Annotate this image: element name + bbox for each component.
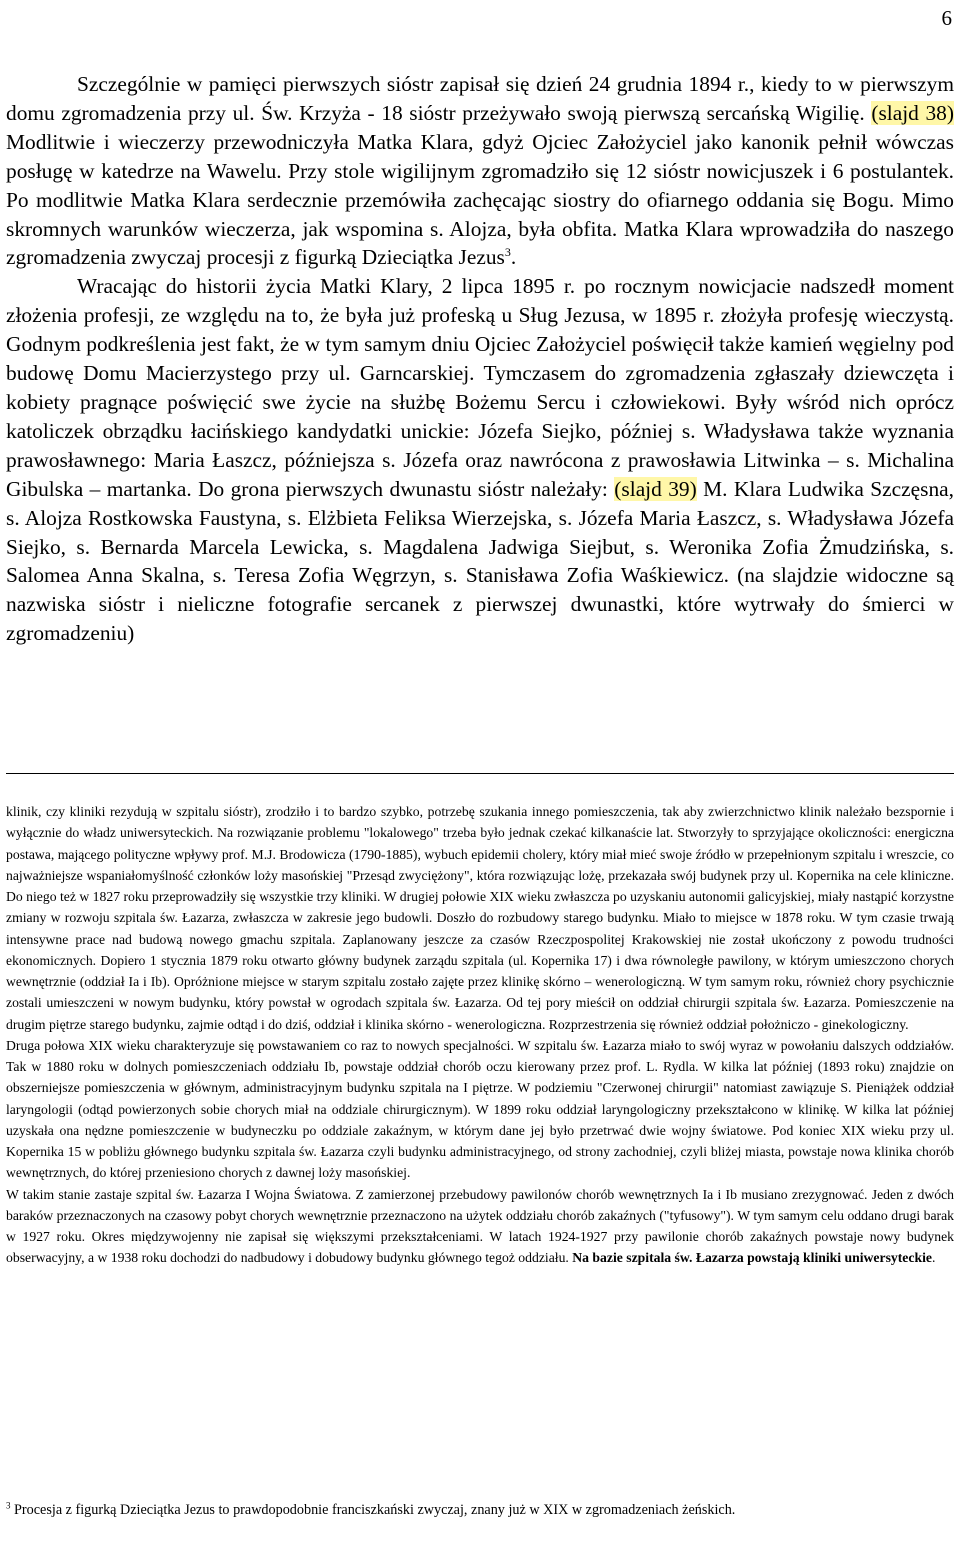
footnote-paragraph: klinik, czy kliniki rezydują w szpitalu sióstr), zrodziło i to bardzo szybko, potrzebę szukania innego pomieszczenia, tak aby zwierzchnictwo klinik należało bezspornie i wyłącznie do władz uniwersyteckich. Na rozwiązanie problemu "lokalowego" trzeba było jednak czekać kilkanaście lat. Stworzyły to sprzyjające okoliczności: energiczna postawa, mającego polityczne wpływy prof. M.J. Brodowicza (1790-1885), wybuch epidemii cholery, który miał mieć swoje źródło w przepełnionym szpitalu i wreszcie, co najważniejsze wspaniałomyślność członków loży masońskiej "Przesąd zwyciężony", która rozwiązując lożę, przekazała swój budynek przy ul. Kopernika na cele kliniczne. Do niego też w 1827 roku przeprowadziły się wszystkie trzy kliniki. W drugiej połowie XIX wieku zwłaszcza po uzyskaniu autonomii galicyjskiej, miały nastąpić korzystne zmiany w rozwoju szpitala św. Łazarza, zwłaszcza w zakresie jego budowli. Doszło do rozbudowy starego budynku. Miało to miejsce w 1878 roku. W tym czasie trwają intensywne prace nad budową nowego gmachu szpitala. Zaplanowany jeszcze za czasów Rzeczpospolitej Krakowskiej nie został ukończony z powodu trudności ekonomicznych. Dopiero 1 stycznia 1879 roku otwarto główny budynek zarządu szpitala (ul. Kopernika 17) i dwa równoległe pawilony, w którym umieszczono chorych wewnętrznie (oddział Ia i Ib). Opróżnione miejsce w starym szpitalu zostało zajęte przez klinikę skórno – wenerologiczną. W tym samym roku, również chory psychicznie zostali umieszczeni w nowym budynku, który powstał w ogrodach szpitala św. Łazarza. Od tej pory mieścił on oddział chirurgii szpitala św. Łazarza. Pomieszczenie na drugim piętrze starego budynku, zajmie odtąd i do dziś, oddział i klinika skórno - wenerologiczna. Rozprzestrzenia się również oddział położniczo - ginekologiczny.	[6, 804, 954, 1032]
footnote-separator	[6, 773, 954, 774]
footnote-text: .	[931, 1250, 936, 1266]
paragraph-text: Wracając do historii życia Matki Klary, 2 lipca 1895 r. po rocznym nowicjacie nadszedł moment złożenia profesji, ze względu na to, że była już profeską u Sług Jezusa, w 1895 r. złożyła profesję wieczystą. Godnym podkreślenia jest fakt, że w tym samym dniu Ojciec Założyciel poświęcił także kamień węgielny pod budowę Domu Macierzystego przy ul. Garncarskiej. Tymczasem do zgromadzenia zgłaszały dziewczęta i kobiety pragnące poświęcić swe życie na służbę Bożemu Sercu i człowiekowi. Były wśród nich oprócz katoliczek obrządku łacińskiego kandydatki unickie: Józefa Siejko, później s. Władysława także wyznania prawosławnego: Maria Łaszcz, późniejsza s. Józefa oraz nawrócona z prawosławia Litwinka – s. Michalina Gibulska – martanka. Do grona pierwszych dwunastu sióstr należały:	[6, 274, 954, 501]
slide-38-marker: (slajd 38)	[871, 100, 954, 125]
paragraph-text: .	[510, 245, 517, 270]
footnote-text: Procesja z figurką Dzieciątka Jezus to prawdopodobnie franciszkański zwyczaj, znany już w XIX w zgromadzeniach żeńskich.	[10, 1502, 736, 1518]
page-number: 6	[941, 6, 952, 30]
footnote-marker: 3	[6, 1500, 11, 1511]
footnote-paragraph: Druga połowa XIX wieku charakteryzuje się powstawaniem co raz to nowych specjalności. W szpitalu św. Łazarza miało to swój wyraz w powołaniu dalszych oddziałów. Tak w 1880 roku w dolnych pomieszczeniach oddziału Ib, powstaje oddział chorób oczu kierowany przez prof. L. Rydla. W kilka lat później (1893 roku) znajdzie on obszerniejsze pomieszczenia w głównym, administracyjnym budynku szpitala na I piętrze. W podziemiu "Czerwonej chirurgii" natomiast zawiązuje S. Pieniążek oddział laryngologii (odtąd powierzonych sobie chorych miał na oddziale chirurgicznym). W 1899 roku oddział laryngologiczny przekształcono w klinikę. W kilka lat później uzyskała ona nędzne pomieszczenie w budyneczku po oddziale zakaźnym, w którym dane jej było przetrwać dwie wojny światowe. Pod koniec XIX wieku przy ul. Kopernika 15 w pobliżu głównego budynku szpitala św. Łazarza czyli budynku administracyjnego, od strony zachodniej, czyli bliżej miasta, powstaje nowa klinika chorób wewnętrznych, do której przeniesiono chorych z dawnej loży masońskiej.	[6, 1037, 954, 1181]
paragraph-text: M. Klara Ludwika Szczęsna, s. Alojza Rostkowska Faustyna, s. Elżbieta Feliksa Wierzejska, s. Józefa Maria Łaszcz, s. Władysława Józefa Siejko, s. Bernarda Marcela Lewicka, s. Magdalena Jadwiga Siejbut, s. Weronika Zofia Żmudzińska, s. Salomea Anna Skalna, s. Teresa Zofia Węgrzyn, s. Stanisława Zofia Waśkiewicz. (na slajdzie widoczne są nazwiska sióstr i nieliczne fotografie sercanek z pierwszej dwunastki, które wytrwały do śmierci w zgromadzeniu)	[6, 476, 955, 646]
footnote-continuation	[6, 801, 954, 1269]
slide-39-marker: (slajd 39)	[614, 476, 697, 501]
footnote-bold-text: Na bazie szpitala św. Łazarza powstają kliniki uniwersyteckie	[572, 1250, 932, 1266]
footnote-paragraph	[6, 1500, 954, 1522]
paragraph-profession	[6, 272, 954, 648]
footnote-paragraph	[6, 1184, 954, 1269]
paragraph-text: Szczególnie w pamięci pierwszych sióstr zapisał się dzień 24 grudnia 1894 r., kiedy to w pierwszym domu zgromadzenia przy ul. Św. Krzyża - 18 sióstr przeżywało swoją pierwszą sercańską Wigilię.	[6, 72, 954, 125]
paragraph-text: Modlitwie i wieczerzy przewodniczyła Matka Klara, gdyż Ojciec Założyciel jako kanonik pełnił wówczas posługę w katedrze na Wawelu. Przy stole wigilijnym zgromadziło się 12 sióstr nowicjuszek i 6 postulantek. Po modlitwie Matka Klara serdecznie przemówiła zachęcając siostry do ofiarnego oddania się Bogu. Mimo skromnych warunków wieczerza, jak wspomina s. Alojza, była obfita. Matka Klara wprowadziła do naszego zgromadzenia zwyczaj procesji z figurką Dzieciątka Jezus	[6, 129, 954, 270]
main-text	[6, 70, 954, 648]
footnote-text: W takim stanie zastaje szpital św. Łazarza I Wojna Światowa. Z zamierzonej przebudowy pawilonów chorób wewnętrznych Ia i Ib musiano zrezygnować. Jeden z dwóch baraków przeznaczonych na czasowy pobyt chorych wewnętrznie przeznaczono na użytek oddziału chorób zakaźnych ("tyfusowy"). W tym samym celu oddano drugi barak w 1927 roku. Okres międzywojenny nie zapisał się większymi przekształceniami. W latach 1924-1927 przy pawilonie chorób zakaźnych powstaje nowy budynek obserwacyjny, a w 1938 roku dochodzi do nadbudowy i dobudowy budynku głównego tegoż oddziału.	[6, 1186, 954, 1266]
paragraph-christmas-eve	[6, 70, 954, 272]
footnote-reference: 3	[504, 245, 511, 260]
footnote-3	[6, 1500, 954, 1522]
